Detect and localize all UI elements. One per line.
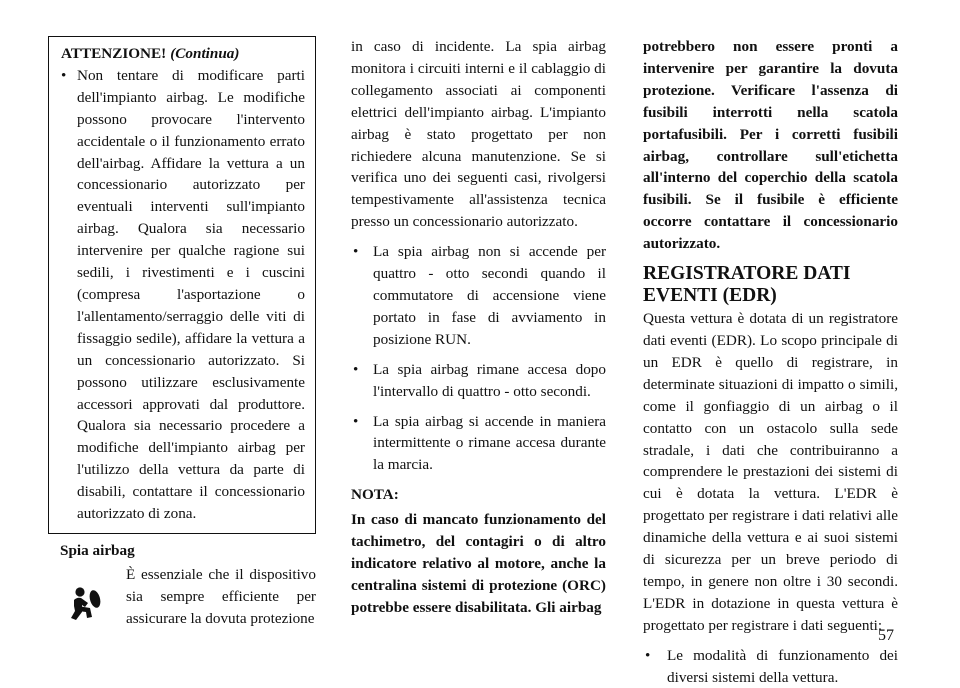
airbag-intro-row — [48, 564, 316, 630]
airbag-warning-icon — [68, 586, 102, 622]
condition-list — [351, 241, 606, 476]
note-label: NOTA: — [351, 486, 399, 504]
warning-label: ATTENZIONE! — [61, 45, 167, 62]
condition-item: • La spia airbag rimane accesa dopo l'intervallo di quattro - otto secondi. — [351, 359, 606, 403]
condition-item: • La spia airbag si accende in maniera intermittente o rimane accesa durante la marcia. — [351, 411, 606, 477]
warning-list — [61, 65, 305, 525]
note-text-start: In caso di mancato funzionamento del tachimetro, del contagiri o di altro indicatore relativo al motore, anche la centralina sistemi di protezione (ORC) potrebbe essere disabilitata. Gli airbag — [351, 511, 606, 616]
page-number: 57 — [878, 627, 894, 644]
edr-heading: REGISTRATORE DATI EVENTI (EDR) — [643, 263, 851, 307]
warning-continued: (Continua) — [170, 45, 240, 62]
condition-item: • La spia airbag non si accende per quattro - otto secondi quando il commutatore di accensione viene portato in fase di avviamento in posizione RUN. — [351, 241, 606, 351]
edr-text: Questa vettura è dotata di un registratore dati eventi (EDR). Lo scopo principale di un EDR è quello di registrare, in determinate situazioni di impatto o simili, come il gonfiaggio di un airbag o il contatto con un ostacolo sulla sede stradale, i dati che contribuiranno a comprendere le prestazioni dei sistemi di cui è dotata la vettura. L'EDR è progettato per registrare i dati relativi alle dinamiche della vettura e ai suoi sistemi di sicurezza per un breve periodo di tempo, in genere non oltre i 30 secondi. L'EDR in dotazione in questa vettura è progettato per registrare i dati seguenti: — [643, 310, 898, 634]
edr-bullet: • Le modalità di funzionamento dei diversi sistemi della vettura. — [643, 645, 898, 688]
column-right — [643, 36, 898, 688]
warning-box — [48, 36, 316, 534]
edr-list — [643, 645, 898, 688]
airbag-heading: Spia airbag — [60, 541, 135, 559]
warning-heading — [61, 43, 305, 65]
warning-bullet: • Non tentare di modificare parti dell'impianto airbag. Le modifiche possono provocare l'intervento accidentale o il funzionamento errato dell'airbag. Affidare la vettura a un concessionario autorizzato per eventuali interventi sull'impianto airbag. Qualora sia necessario intervenire per qualche ragione sui sedili, i rivestimenti e i cuscini (compresa l'asportazione o l'allentamento/serraggio delle viti di fissaggio sedile), affidare la vettura a un concessionario autorizzato. Si possono utilizzare esclusivamente accessori approvati dal produttore. Qualora sia necessario procedere a modifiche dell'impianto airbag per l'utilizzo della vettura da parte di disabili, contattare il concessionario autorizzato di zona. — [61, 65, 305, 525]
column-left — [48, 36, 316, 630]
airbag-intro-start: È essenziale che il dispositivo sia sempre efficiente per assicurare la dovuta protezione — [126, 565, 316, 627]
note-text-cont: potrebbero non essere pronti a intervenire per garantire la dovuta protezione. Verificare l'assenza di fusibili interrotti nella scatola portafusibili. Per i corretti fusibili airbag, controllare sull'etichetta all'interno del coperchio della scatola fusibili. Se il fusibile è efficiente occorre contattare il concessionario autorizzato. — [643, 38, 898, 253]
column-middle — [351, 36, 606, 619]
airbag-intro-cont: in caso di incidente. La spia airbag monitora i circuiti interni e il cablaggio di collegamento associati ai componenti elettrici dell'impianto airbag. L'impianto airbag è stato progettato per non richiedere alcuna manutenzione. Se si verifica uno dei seguenti casi, rivolgersi tempestivamente all'assistenza tecnica presso un concessionario autorizzato. — [351, 38, 606, 231]
